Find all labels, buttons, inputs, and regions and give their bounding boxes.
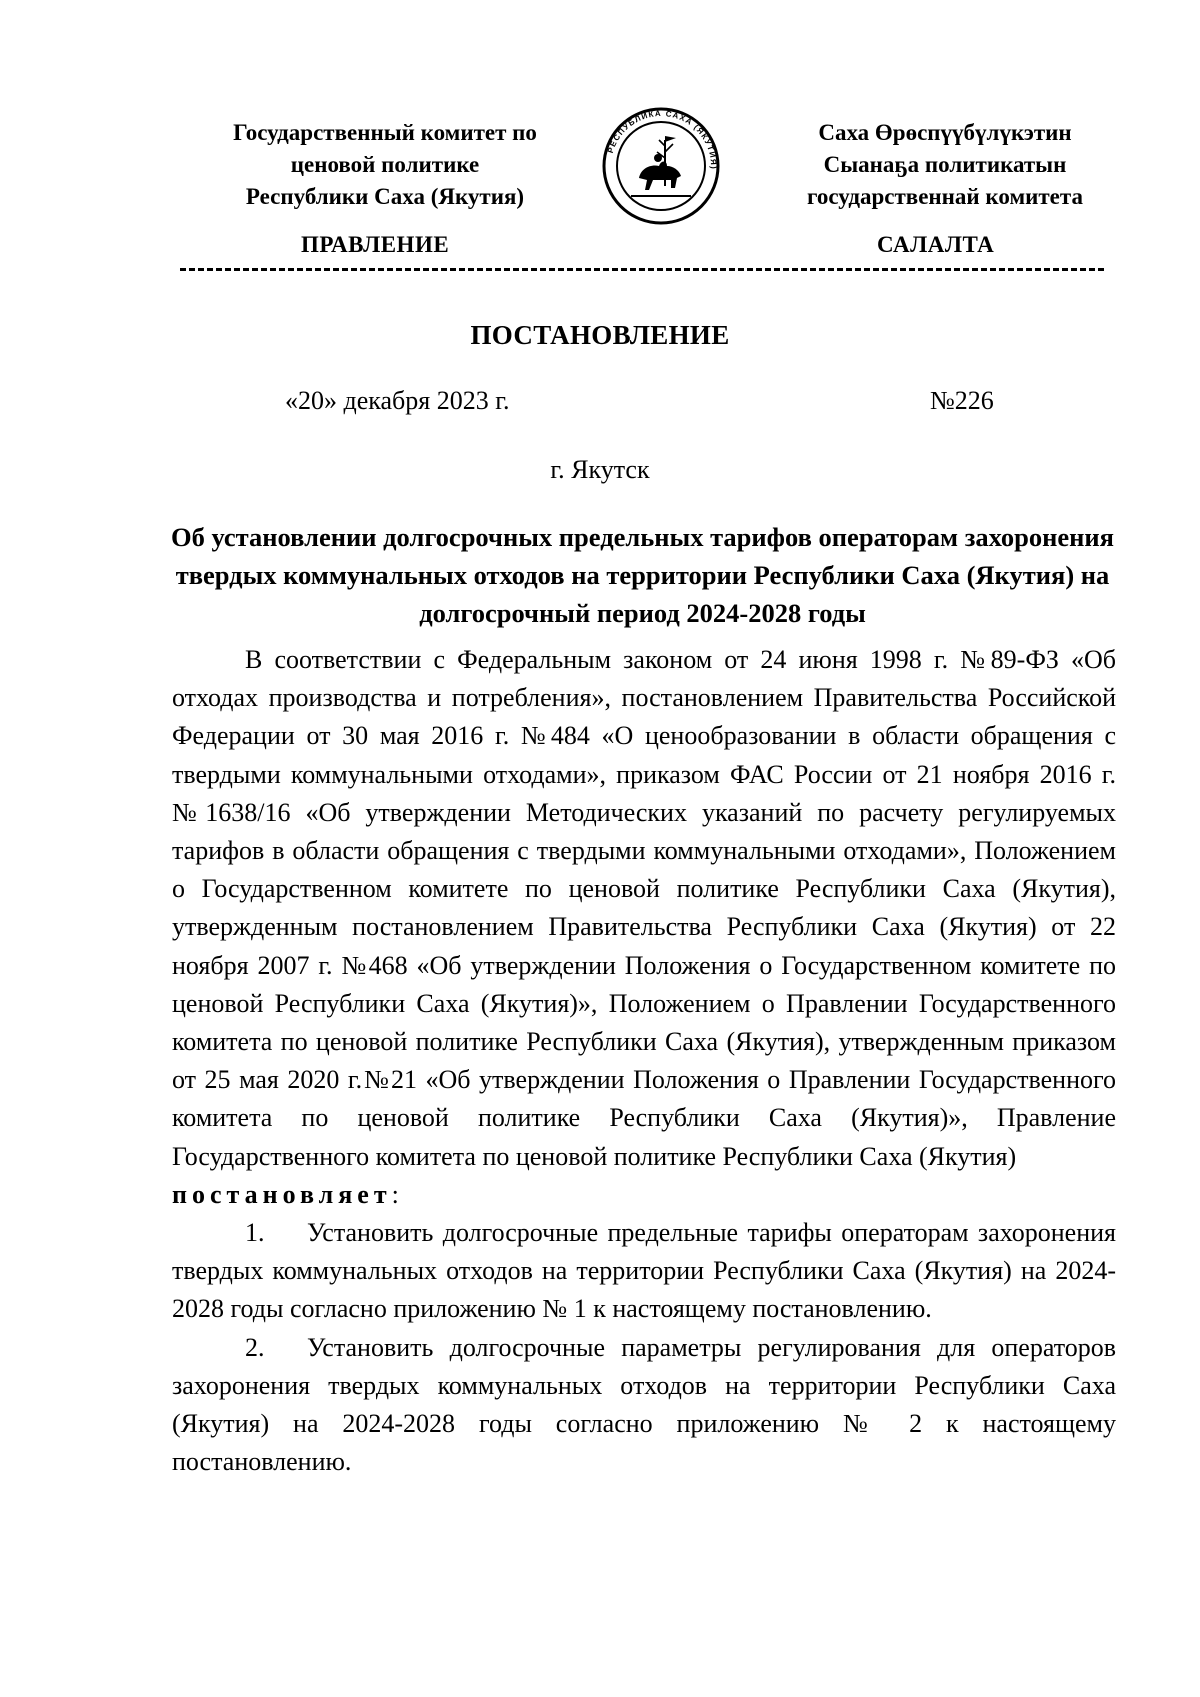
preamble-paragraph — [172, 641, 1116, 1214]
document-subject: Об установлении долгосрочных предельных тарифов операторам захоронения твердых коммунальных отходов на территории Республики Саха (Якутия) на долгосрочный период 2024-2028 годы — [170, 522, 1114, 628]
header-right-line: Сыанаҕа политикатын — [823, 152, 1067, 177]
list-item-number: 1. — [245, 1218, 265, 1248]
list-item-text: Установить долгосрочные предельные тарифы операторам захоронения твердых коммунальных отходов на территории Республики Саха (Якутия) на 2024-2028 годы согласно приложению № 1 к настоящему постановлению. — [172, 1218, 1116, 1324]
header-left-line: Республики Саха (Якутия) — [245, 184, 525, 209]
board-label-left: ПРАВЛЕНИЕ — [301, 232, 450, 257]
header-left-line: ценовой политике — [290, 152, 480, 177]
document-city: г. Якутск — [550, 455, 650, 484]
document-date: «20» декабря 2023 г. — [285, 386, 510, 415]
list-item-text: Установить долгосрочные параметры регулирования для операторов захоронения твердых коммунальных отходов на территории Республики Саха (Якутия) на 2024-2028 годы согласно приложению № 2 к настоящему постановлению. — [172, 1332, 1116, 1477]
header-right-line: Саха Өрөспүүбүлүкэтин — [818, 120, 1072, 145]
list-item-number: 2. — [245, 1332, 265, 1362]
header-left-org — [195, 117, 575, 213]
header-left-line: Государственный комитет по — [233, 120, 537, 145]
resolve-suffix: : — [391, 1179, 399, 1209]
board-label-right: САЛАЛТА — [877, 232, 995, 257]
list-item — [172, 1329, 1116, 1482]
resolve-word: постановляет — [172, 1179, 392, 1209]
svg-text:РЕСПУБЛИКА САХА (ЯКУТИЯ) — [606, 109, 718, 170]
emblem-ring-text: РЕСПУБЛИКА САХА (ЯКУТИЯ) — [605, 108, 719, 171]
document-title: ПОСТАНОВЛЕНИЕ — [470, 320, 730, 350]
header-right-org — [755, 117, 1135, 213]
document-number: №226 — [930, 386, 994, 415]
header-divider — [180, 268, 1104, 280]
list-item — [172, 1214, 1116, 1329]
coat-of-arms-emblem — [601, 106, 721, 226]
header-right-line: государственнай комитета — [807, 184, 1083, 209]
preamble-text: В соответствии с Федеральным законом от 24 июня 1998 г. №89-ФЗ «Об отходах производства и потребления», постановлением Правительства Российской Федерации от 30 мая 2016 г. №484 «О ценообразовании в области обращения с твердыми коммунальными отходами», приказом ФАС России от 21 ноября 2016 г. №1638/16 «Об утверждении Методических указаний по расчету регулируемых тарифов в области обращения с твердыми коммунальными отходами», Положением о Государственном комитете по ценовой политике Республики Саха (Якутия), утвержденным постановлением Правительства Республики Саха (Якутия) от 22 ноября 2007 г. №468 «Об утверждении Положения о Государственном комитете по ценовой Республики Саха (Якутия)», Положением о Правлении Государственного комитета по ценовой политике Республики Саха (Якутия), утвержденным приказом от 25 мая 2020 г.№21 «Об утверждении Положения о Правлении Государственного комитета по ценовой политике Республики Саха (Якутия)», Правление Государственного комитета по ценовой политике Республики Саха (Якутия) — [172, 645, 1116, 1171]
document-body — [172, 641, 1116, 1481]
